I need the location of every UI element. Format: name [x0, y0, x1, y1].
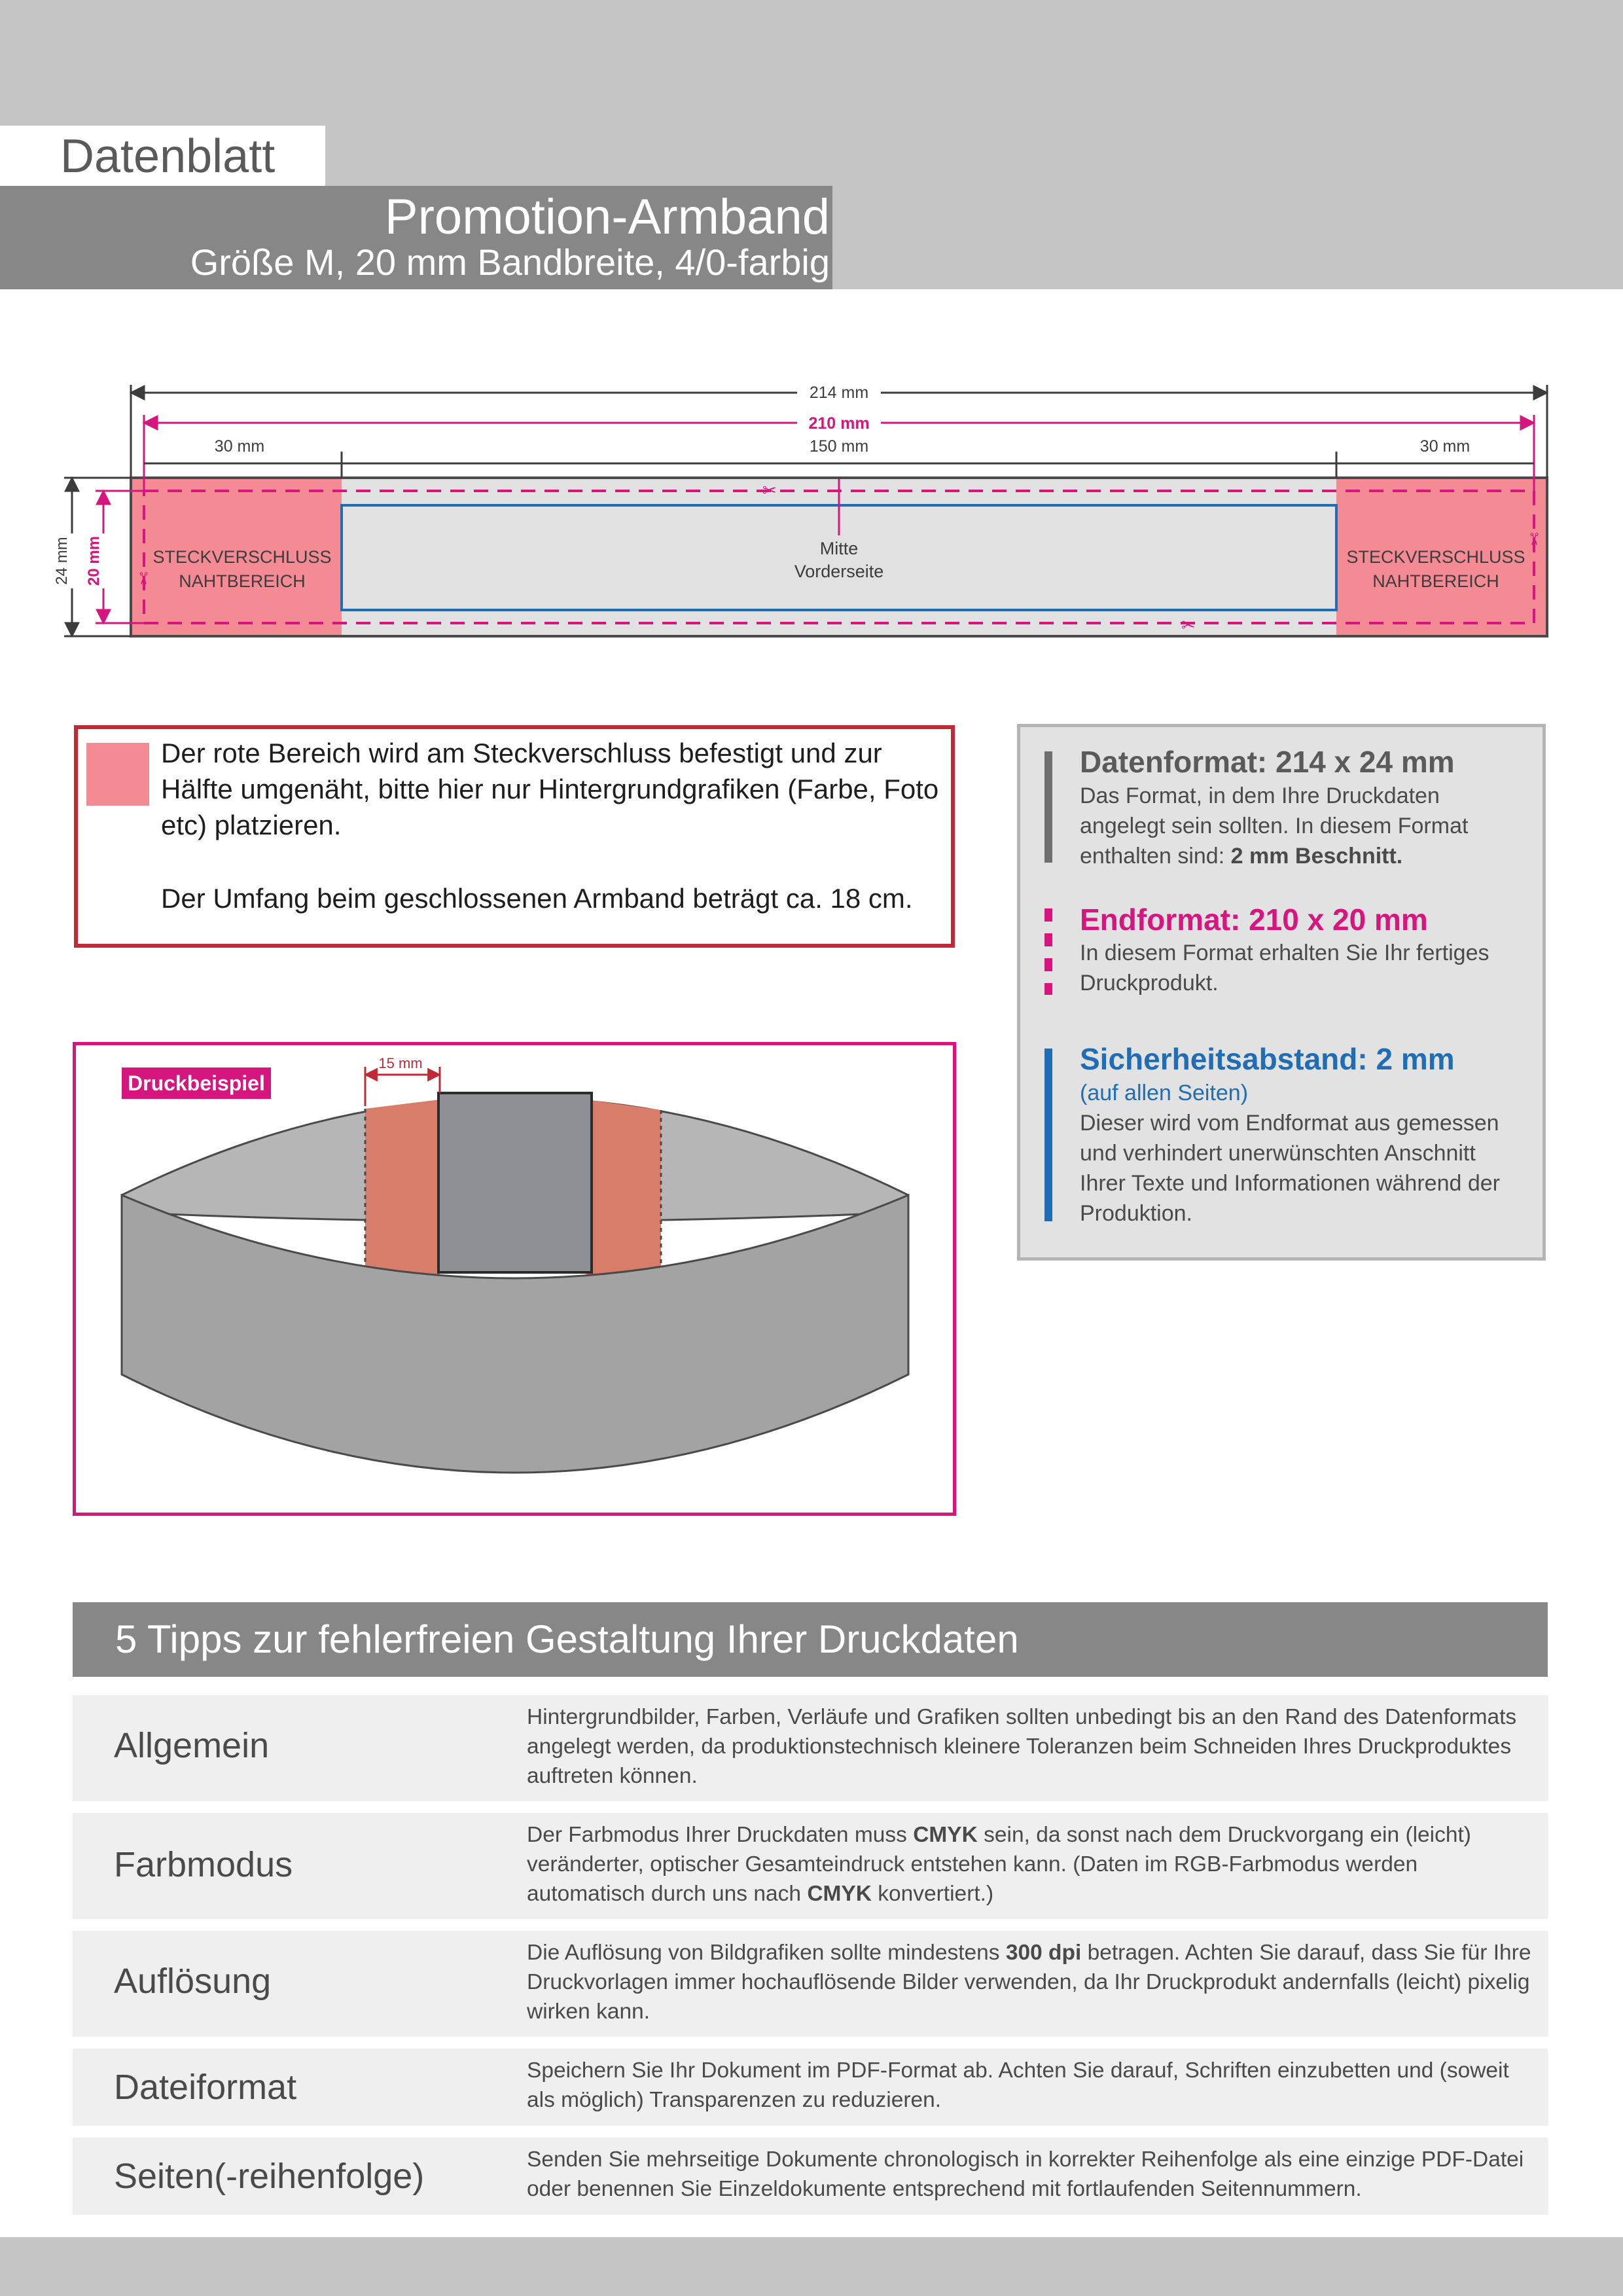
data-format-text: Das Format, in dem Ihre Druckdaten angelegt sein sollten. In diesem Format enthalten sind: 2 mm Beschnitt. [1080, 783, 1469, 869]
tip-text: Speichern Sie Ihr Dokument im PDF-Format ab. Achten Sie darauf, Schriften einzubetten und (soweit als möglich) Transparenzen zu reduzieren. [527, 2058, 1509, 2112]
end-format-indicator [1044, 908, 1052, 995]
print-example-badge: Druckbeispiel [122, 1067, 271, 1099]
dim-right-zone: 30 mm [1419, 437, 1471, 456]
center-label-2: Vorderseite [794, 562, 884, 581]
dim-center: 150 mm [809, 437, 869, 456]
dim-total-width: 214 mm [809, 384, 869, 402]
tip-name: Farbmodus [114, 1845, 293, 1884]
note-paragraph-2: Der Umfang beim geschlossenen Armband beträgt ca. 18 cm. [161, 883, 913, 914]
left-zone-label-1: STECKVERSCHLUSS [152, 547, 332, 567]
safety-margin-indicator [1044, 1049, 1052, 1221]
doc-label: Datenblatt [60, 130, 276, 183]
data-format-heading: Datenformat: 214 x 24 mm [1080, 745, 1455, 779]
red-area-swatch [86, 743, 149, 806]
page-subtitle: Größe M, 20 mm Bandbreite, 4/0-farbig [190, 242, 830, 283]
tip-text: Die Auflösung von Bildgrafiken sollte mindestens 300 dpi betragen. Achten Sie darauf, dass Sie für Ihre Druckvorlagen immer hochauflösende Bilder verwenden, da Ihr Druckprodukt andernfalls (leicht) pixelig wirken kann. [527, 1941, 1531, 2024]
closure-clip [438, 1093, 592, 1272]
dim-total-height: 24 mm [53, 537, 71, 585]
left-zone-label-2: NAHTBEREICH [179, 571, 306, 591]
scissors-icon: ✂ [1181, 616, 1196, 636]
wristband-illustration [73, 1042, 956, 1516]
format-diagram [0, 367, 1623, 655]
tip-name: Auflösung [114, 1962, 272, 2001]
footer-band [0, 2237, 1623, 2296]
tip-text: Senden Sie mehrseitige Dokumente chronologisch in korrekter Reihenfolge als eine einzige PDF-Datei oder benennen Sie Einzeldokumente entsprechend mit fortlaufenden Seitennummern. [527, 2147, 1524, 2201]
tip-name: Seiten(-reihenfolge) [114, 2157, 425, 2196]
safety-text: Dieser wird vom Endformat aus gemessen und verhindert unerwünschten Anschnitt Ihrer Texte und Informationen während der Produktion. [1080, 1111, 1500, 1226]
dim-end-width: 210 mm [808, 414, 870, 433]
right-zone-label-2: NAHTBEREICH [1372, 571, 1499, 591]
safety-heading: Sicherheitsabstand: 2 mm [1080, 1042, 1455, 1076]
scissors-icon: ✂ [762, 481, 777, 501]
tip-text: Der Farbmodus Ihrer Druckdaten muss CMYK sein, da sonst nach dem Druckvorgang ein (leicht) veränderter, optischer Gesamteindruck entstehen kann. (Daten im RGB-Farbmodus werden automatisch durch uns nach CMYK konvertiert.) [527, 1823, 1471, 1906]
data-format-indicator [1044, 751, 1052, 863]
scissors-icon: ✂ [1524, 532, 1543, 547]
right-zone-label-1: STECKVERSCHLUSS [1346, 547, 1525, 567]
tip-name: Allgemein [114, 1726, 270, 1765]
page-title: Promotion-Armband [384, 189, 830, 245]
scissors-icon: ✂ [133, 571, 152, 586]
dim-left-zone: 30 mm [214, 437, 265, 456]
safety-subheading: (auf allen Seiten) [1080, 1081, 1249, 1105]
end-format-text: In diesem Format erhalten Sie Ihr fertiges Druckprodukt. [1080, 941, 1489, 996]
tip-text: Hintergrundbilder, Farben, Verläufe und Grafiken sollten unbedingt bis an den Rand des Datenformats angelegt werden, da produktionstechnisch kleinere Toleranzen beim Schneiden Ihres Druckproduktes auftreten können. [527, 1705, 1517, 1788]
dim-end-height: 20 mm [85, 535, 103, 586]
seam-dimension: 15 mm [378, 1055, 423, 1071]
end-format-heading: Endformat: 210 x 20 mm [1080, 903, 1428, 937]
center-label-1: Mitte [819, 539, 859, 558]
note-paragraph-1: Der rote Bereich wird am Steckverschluss befestigt und zur Hälfte umgenäht, bitte hier nur Hintergrundgrafiken (Farbe, Foto etc) platzieren. [161, 738, 939, 840]
tips-title: 5 Tipps zur fehlerfreien Gestaltung Ihrer Druckdaten [115, 1617, 1019, 1661]
tip-name: Dateiformat [114, 2068, 297, 2107]
